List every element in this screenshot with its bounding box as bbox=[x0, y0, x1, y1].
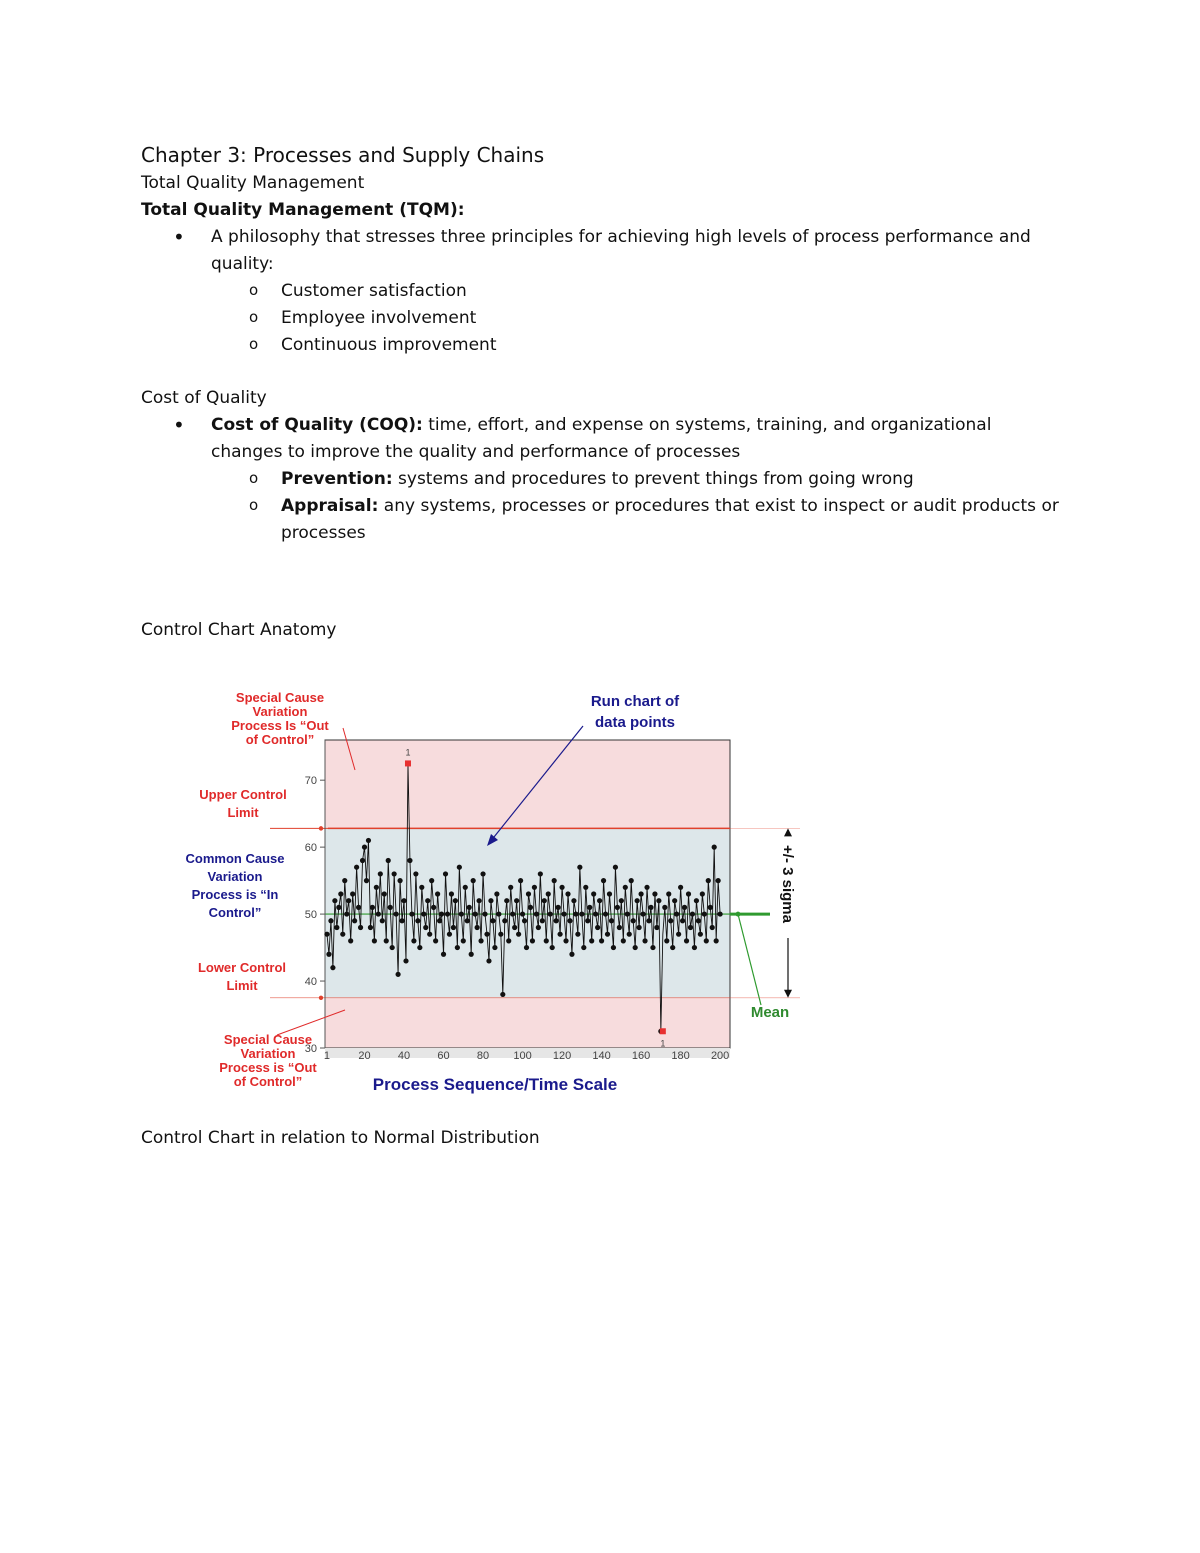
data-point bbox=[403, 958, 408, 963]
x-tick-label: 60 bbox=[437, 1050, 450, 1062]
run-chart-label: data points bbox=[594, 714, 676, 731]
data-point bbox=[607, 891, 612, 896]
common-cause-label: Process is “In bbox=[191, 887, 279, 902]
sigma-arrowhead-top bbox=[784, 828, 792, 836]
data-point bbox=[459, 911, 464, 916]
data-point bbox=[437, 918, 442, 923]
data-point bbox=[700, 891, 705, 896]
data-point bbox=[324, 932, 329, 937]
data-point bbox=[633, 945, 638, 950]
data-point bbox=[471, 878, 476, 883]
data-point bbox=[672, 898, 677, 903]
special-cause-zone-top bbox=[325, 740, 730, 828]
special-cause-top-label: Variation bbox=[252, 704, 308, 719]
data-point bbox=[668, 918, 673, 923]
data-point bbox=[330, 965, 335, 970]
data-point bbox=[581, 945, 586, 950]
data-point bbox=[504, 898, 509, 903]
data-point bbox=[419, 885, 424, 890]
data-point bbox=[710, 925, 715, 930]
common-cause-label: Control” bbox=[208, 905, 262, 920]
data-point bbox=[591, 891, 596, 896]
data-point bbox=[366, 838, 371, 843]
coq-item-text: any systems, processes or procedures that exist to inspect or audit products or processes bbox=[281, 496, 1059, 543]
data-point bbox=[380, 918, 385, 923]
data-point bbox=[646, 918, 651, 923]
data-point bbox=[550, 945, 555, 950]
coq-definition: time, effort, and expense on systems, training, and organizational changes to improve the quality and performance of processes bbox=[211, 415, 992, 462]
data-point bbox=[629, 878, 634, 883]
data-point bbox=[680, 918, 685, 923]
data-point bbox=[463, 885, 468, 890]
data-point bbox=[421, 911, 426, 916]
y-tick-label: 30 bbox=[304, 1043, 317, 1055]
data-point bbox=[328, 918, 333, 923]
x-tick-label: 1 bbox=[323, 1050, 331, 1062]
lcl-marker bbox=[319, 996, 323, 1000]
data-point bbox=[372, 938, 377, 943]
data-point bbox=[690, 911, 695, 916]
ucl-label: Limit bbox=[227, 805, 259, 820]
coq-items-list bbox=[211, 466, 1061, 547]
data-point bbox=[439, 911, 444, 916]
data-point bbox=[354, 865, 359, 870]
data-point bbox=[532, 885, 537, 890]
data-point bbox=[640, 911, 645, 916]
data-point bbox=[478, 938, 483, 943]
coq-item-term: Appraisal: bbox=[281, 496, 379, 516]
data-point bbox=[346, 898, 351, 903]
data-point bbox=[631, 918, 636, 923]
data-point bbox=[494, 891, 499, 896]
data-point bbox=[467, 905, 472, 910]
data-point bbox=[692, 945, 697, 950]
data-point bbox=[650, 945, 655, 950]
data-point bbox=[342, 878, 347, 883]
data-point bbox=[409, 911, 414, 916]
ucl-marker bbox=[319, 826, 323, 830]
data-point bbox=[617, 925, 622, 930]
data-point bbox=[577, 865, 582, 870]
data-point bbox=[417, 945, 422, 950]
data-point bbox=[684, 938, 689, 943]
data-point bbox=[407, 858, 412, 863]
data-point bbox=[621, 938, 626, 943]
ucl-label: Upper Control bbox=[199, 787, 287, 802]
data-point bbox=[565, 891, 570, 896]
data-point bbox=[593, 911, 598, 916]
run-chart-label: Run chart of bbox=[590, 693, 680, 710]
tqm-term: Total Quality Management (TQM): bbox=[141, 200, 465, 220]
special-cause-bottom-label: Special Cause bbox=[223, 1032, 313, 1047]
data-point bbox=[435, 891, 440, 896]
special-cause-bottom-label: Variation bbox=[240, 1046, 296, 1061]
data-point bbox=[433, 938, 438, 943]
data-point bbox=[637, 925, 642, 930]
coq-item-term: Prevention: bbox=[281, 469, 393, 489]
data-point bbox=[569, 952, 574, 957]
data-point bbox=[587, 905, 592, 910]
mean-callout-line bbox=[738, 914, 761, 1005]
x-tick-label: 140 bbox=[592, 1050, 611, 1062]
data-point bbox=[674, 911, 679, 916]
data-point bbox=[554, 918, 559, 923]
data-point bbox=[445, 911, 450, 916]
data-point bbox=[534, 911, 539, 916]
data-point bbox=[344, 911, 349, 916]
data-point bbox=[605, 932, 610, 937]
data-point bbox=[528, 905, 533, 910]
data-point bbox=[652, 891, 657, 896]
data-point bbox=[613, 865, 618, 870]
x-tick-label: 100 bbox=[513, 1050, 532, 1062]
out-of-control-label: 1 bbox=[405, 747, 411, 758]
out-of-control-point bbox=[660, 1028, 666, 1034]
data-point bbox=[500, 992, 505, 997]
out-of-control-point bbox=[405, 760, 411, 766]
data-point bbox=[326, 952, 331, 957]
special-cause-top-label: of Control” bbox=[245, 732, 315, 747]
data-point bbox=[397, 878, 402, 883]
data-point bbox=[455, 945, 460, 950]
data-point bbox=[611, 945, 616, 950]
sigma-label: +/- 3 sigma bbox=[779, 845, 796, 923]
data-point bbox=[382, 891, 387, 896]
tqm-principles-list bbox=[211, 278, 1061, 359]
data-point bbox=[492, 945, 497, 950]
data-point bbox=[538, 871, 543, 876]
data-point bbox=[514, 898, 519, 903]
data-point bbox=[579, 911, 584, 916]
data-point bbox=[476, 898, 481, 903]
data-point bbox=[585, 918, 590, 923]
list-item bbox=[211, 224, 1061, 359]
data-point bbox=[356, 905, 361, 910]
data-point bbox=[563, 938, 568, 943]
data-point bbox=[348, 938, 353, 943]
y-tick-label: 70 bbox=[304, 775, 317, 788]
coq-item-text: systems and procedures to prevent things from going wrong bbox=[392, 469, 914, 489]
data-point bbox=[688, 925, 693, 930]
list-item bbox=[281, 466, 1061, 493]
data-point bbox=[392, 871, 397, 876]
data-point bbox=[654, 925, 659, 930]
data-point bbox=[601, 878, 606, 883]
data-point bbox=[656, 898, 661, 903]
section-heading-normal-distribution: Control Chart in relation to Normal Distribution bbox=[141, 1128, 540, 1148]
data-point bbox=[642, 938, 647, 943]
data-point bbox=[609, 918, 614, 923]
x-tick-label: 40 bbox=[397, 1050, 411, 1062]
special-cause-bottom-label: of Control” bbox=[233, 1074, 303, 1089]
data-point bbox=[644, 885, 649, 890]
data-point bbox=[378, 871, 383, 876]
data-point bbox=[664, 938, 669, 943]
data-point bbox=[678, 885, 683, 890]
list-item bbox=[211, 412, 1061, 547]
data-point bbox=[704, 938, 709, 943]
data-point bbox=[676, 932, 681, 937]
data-point bbox=[559, 885, 564, 890]
data-point bbox=[486, 958, 491, 963]
data-point bbox=[362, 845, 367, 850]
x-tick-label: 80 bbox=[476, 1050, 490, 1062]
data-point bbox=[548, 911, 553, 916]
data-point bbox=[552, 878, 557, 883]
data-point bbox=[350, 891, 355, 896]
data-point bbox=[508, 885, 513, 890]
data-point bbox=[702, 911, 707, 916]
x-tick-label: 180 bbox=[671, 1050, 690, 1062]
section-heading-control-chart: Control Chart Anatomy bbox=[141, 620, 337, 640]
data-point bbox=[388, 905, 393, 910]
data-point bbox=[556, 905, 561, 910]
data-point bbox=[415, 918, 420, 923]
y-tick-label: 50 bbox=[304, 909, 317, 922]
data-point bbox=[520, 911, 525, 916]
coq-term: Cost of Quality (COQ): bbox=[211, 415, 423, 435]
data-point bbox=[498, 932, 503, 937]
data-point bbox=[429, 878, 434, 883]
section-heading-tqm: Total Quality Management bbox=[141, 173, 365, 193]
data-point bbox=[682, 905, 687, 910]
data-point bbox=[374, 885, 379, 890]
data-point bbox=[662, 905, 667, 910]
data-point bbox=[530, 938, 535, 943]
data-point bbox=[716, 878, 721, 883]
special-cause-zone-bottom bbox=[325, 998, 730, 1048]
data-point bbox=[411, 938, 416, 943]
data-point bbox=[395, 972, 400, 977]
data-point bbox=[449, 891, 454, 896]
list-item bbox=[281, 493, 1061, 547]
data-point bbox=[431, 905, 436, 910]
data-point bbox=[526, 891, 531, 896]
tqm-definition: A philosophy that stresses three principles for achieving high levels of process performance and quality: bbox=[211, 227, 1031, 274]
data-point bbox=[516, 932, 521, 937]
coq-list bbox=[141, 412, 1061, 547]
data-point bbox=[603, 911, 608, 916]
list-item: o Employee involvement bbox=[281, 305, 1061, 332]
out-of-control-label: 1 bbox=[660, 1038, 666, 1049]
data-point bbox=[540, 918, 545, 923]
data-point bbox=[376, 911, 381, 916]
data-point bbox=[427, 932, 432, 937]
data-point bbox=[399, 918, 404, 923]
lcl-label: Lower Control bbox=[197, 960, 287, 975]
data-point bbox=[423, 925, 428, 930]
data-point bbox=[712, 845, 717, 850]
data-point bbox=[332, 898, 337, 903]
data-point bbox=[465, 918, 470, 923]
data-point bbox=[457, 865, 462, 870]
data-point bbox=[524, 945, 529, 950]
data-point bbox=[718, 911, 723, 916]
data-point bbox=[595, 925, 600, 930]
data-point bbox=[575, 932, 580, 937]
data-point bbox=[338, 891, 343, 896]
data-point bbox=[453, 898, 458, 903]
common-cause-label: Common Cause bbox=[185, 851, 285, 866]
data-point bbox=[635, 898, 640, 903]
data-point bbox=[390, 945, 395, 950]
data-point bbox=[706, 878, 711, 883]
x-tick-label: 160 bbox=[631, 1050, 651, 1062]
special-cause-top-label: Special Cause bbox=[235, 690, 325, 705]
data-point bbox=[475, 925, 480, 930]
data-point bbox=[561, 911, 566, 916]
data-point bbox=[352, 918, 357, 923]
data-point bbox=[484, 932, 489, 937]
special-cause-top-label: Process Is “Out bbox=[231, 718, 329, 733]
data-point bbox=[696, 918, 701, 923]
data-point bbox=[615, 905, 620, 910]
data-point bbox=[488, 898, 493, 903]
data-point bbox=[496, 911, 501, 916]
data-point bbox=[625, 911, 630, 916]
data-point bbox=[522, 918, 527, 923]
data-point bbox=[544, 938, 549, 943]
data-point bbox=[512, 925, 517, 930]
data-point bbox=[546, 891, 551, 896]
data-point bbox=[573, 911, 578, 916]
data-point bbox=[413, 871, 418, 876]
data-point bbox=[648, 905, 653, 910]
data-point bbox=[708, 905, 713, 910]
data-point bbox=[340, 932, 345, 937]
data-point bbox=[480, 871, 485, 876]
data-point bbox=[447, 932, 452, 937]
data-point bbox=[567, 918, 572, 923]
y-tick-label: 40 bbox=[304, 976, 317, 989]
data-point bbox=[451, 925, 456, 930]
data-point bbox=[599, 938, 604, 943]
data-point bbox=[384, 938, 389, 943]
list-item: o Customer satisfaction bbox=[281, 278, 1061, 305]
data-point bbox=[506, 938, 511, 943]
data-point bbox=[571, 898, 576, 903]
data-point bbox=[394, 911, 399, 916]
control-chart bbox=[165, 680, 815, 1100]
data-point bbox=[490, 918, 495, 923]
data-point bbox=[536, 925, 541, 930]
x-tick-label: 200 bbox=[710, 1050, 730, 1062]
sigma-arrowhead-bottom bbox=[784, 990, 792, 998]
data-point bbox=[425, 898, 430, 903]
control-chart-figure bbox=[165, 680, 815, 1100]
data-point bbox=[386, 858, 391, 863]
data-point bbox=[557, 932, 562, 937]
data-point bbox=[336, 905, 341, 910]
data-point bbox=[482, 911, 487, 916]
data-point bbox=[364, 878, 369, 883]
data-point bbox=[473, 911, 478, 916]
common-cause-label: Variation bbox=[207, 869, 263, 884]
data-point bbox=[510, 911, 515, 916]
data-point bbox=[469, 952, 474, 957]
data-point bbox=[666, 891, 671, 896]
mean-label: Mean bbox=[750, 1004, 790, 1021]
document-body bbox=[141, 140, 1061, 644]
data-point bbox=[461, 938, 466, 943]
data-point bbox=[360, 858, 365, 863]
data-point bbox=[638, 891, 643, 896]
data-point bbox=[542, 898, 547, 903]
data-point bbox=[502, 918, 507, 923]
data-point bbox=[583, 885, 588, 890]
data-point bbox=[714, 938, 719, 943]
section-heading-coq: Cost of Quality bbox=[141, 388, 267, 408]
data-point bbox=[518, 878, 523, 883]
data-point bbox=[370, 905, 375, 910]
data-point bbox=[334, 925, 339, 930]
data-point bbox=[401, 898, 406, 903]
data-point bbox=[698, 932, 703, 937]
data-point bbox=[627, 932, 632, 937]
x-tick-label: 120 bbox=[552, 1050, 572, 1062]
data-point bbox=[686, 891, 691, 896]
data-point bbox=[443, 871, 448, 876]
data-point bbox=[623, 885, 628, 890]
data-point bbox=[597, 898, 602, 903]
list-item: o Continuous improvement bbox=[281, 332, 1061, 359]
x-tick-label: 20 bbox=[358, 1050, 371, 1062]
data-point bbox=[441, 952, 446, 957]
y-tick-label: 60 bbox=[304, 842, 317, 855]
lcl-label: Limit bbox=[226, 978, 258, 993]
data-point bbox=[694, 898, 699, 903]
data-point bbox=[589, 938, 594, 943]
data-point bbox=[670, 945, 675, 950]
x-axis-title: Process Sequence/Time Scale bbox=[372, 1075, 618, 1094]
tqm-list bbox=[141, 224, 1061, 359]
special-cause-bottom-label: Process is “Out bbox=[219, 1060, 317, 1075]
data-point bbox=[368, 925, 373, 930]
page-title: Chapter 3: Processes and Supply Chains bbox=[141, 143, 545, 167]
data-point bbox=[358, 925, 363, 930]
data-point bbox=[619, 898, 624, 903]
